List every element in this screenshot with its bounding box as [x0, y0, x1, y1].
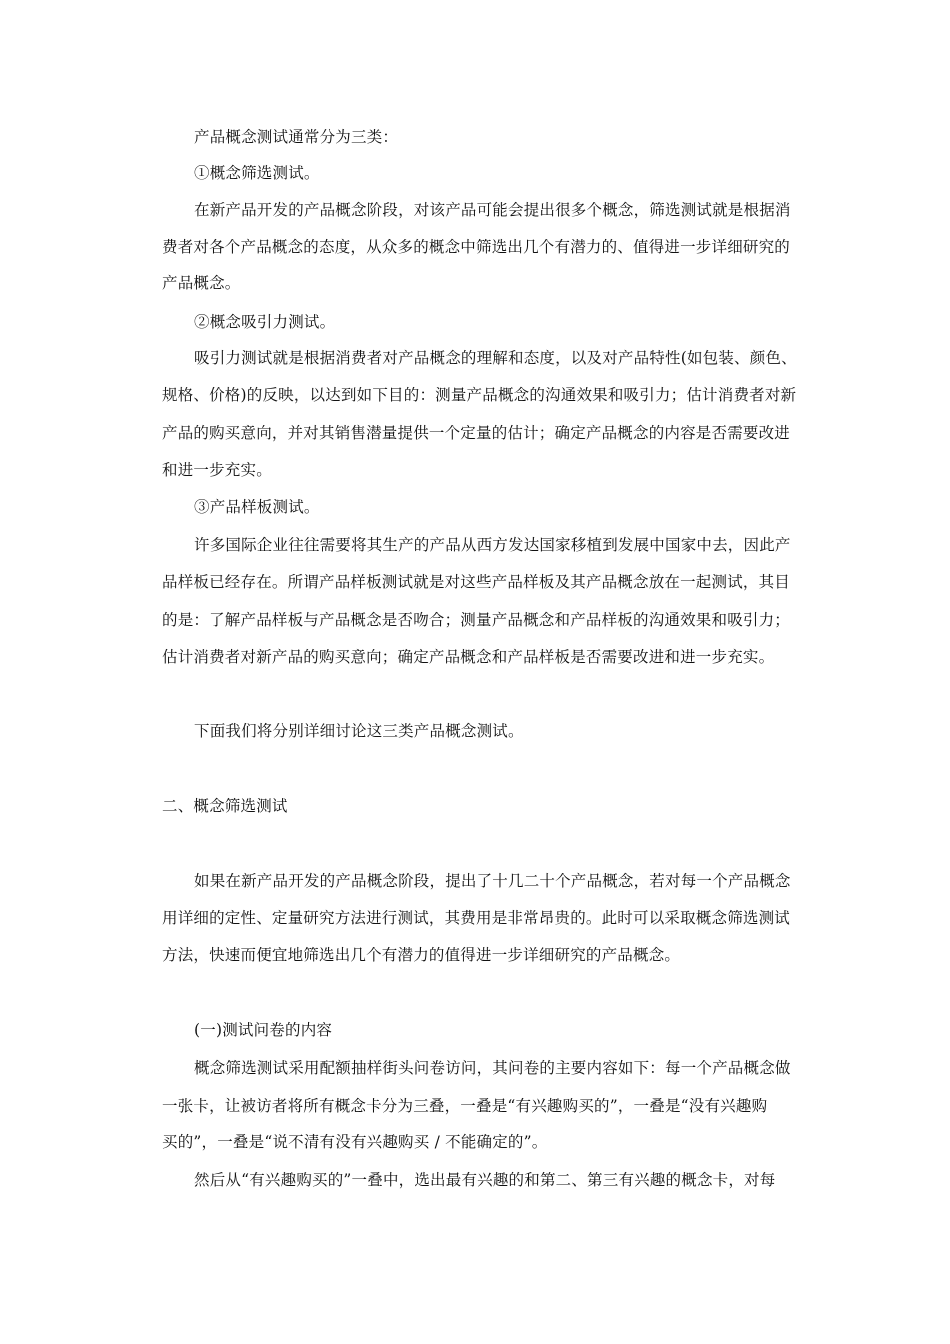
paragraph-line: 估计消费者对新产品的购买意向；确定产品概念和产品样板是否需要改进和进一步充实。	[162, 648, 775, 666]
paragraph-line: 在新产品开发的产品概念阶段，对该产品可能会提出很多个概念，筛选测试就是根据消	[194, 201, 791, 219]
paragraph-line: 下面我们将分别详细讨论这三类产品概念测试。	[194, 722, 524, 740]
paragraph-line: 概念筛选测试采用配额抽样街头问卷访问，其问卷的主要内容如下：每一个产品概念做	[194, 1059, 791, 1077]
paragraph-line: 的是：了解产品样板与产品概念是否吻合；测量产品概念和产品样板的沟通效果和吸引力；	[162, 611, 791, 629]
paragraph-line: 产品概念。	[162, 274, 241, 292]
paragraph-line: 然后从“有兴趣购买的”一叠中，选出最有兴趣的和第二、第三有兴趣的概念卡，对每	[194, 1171, 776, 1189]
paragraph-line: 产品的购买意向，并对其销售潜量提供一个定量的估计；确定产品概念的内容是否需要改进	[162, 424, 791, 442]
paragraph-line: 用详细的定性、定量研究方法进行测试，其费用是非常昂贵的。此时可以采取概念筛选测试	[162, 909, 791, 927]
paragraph-line: 许多国际企业往往需要将其生产的产品从西方发达国家移植到发展中国家中去，因此产	[194, 536, 791, 554]
paragraph-line: 如果在新产品开发的产品概念阶段，提出了十几二十个产品概念，若对每一个产品概念	[194, 872, 791, 890]
intro-line: 产品概念测试通常分为三类：	[194, 128, 399, 146]
paragraph-line: 买的”，一叠是“说不清有没有兴趣购买 / 不能确定的”。	[162, 1133, 548, 1151]
paragraph-line: 吸引力测试就是根据消费者对产品概念的理解和态度，以及对产品特性(如包装、颜色、	[194, 349, 797, 367]
section-title: 二、概念筛选测试	[162, 797, 288, 815]
paragraph-line: 方法，快速而便宜地筛选出几个有潜力的值得进一步详细研究的产品概念。	[162, 946, 681, 964]
section-heading-appeal: ②概念吸引力测试。	[194, 313, 336, 331]
paragraph-line: 一张卡，让被访者将所有概念卡分为三叠，一叠是“有兴趣购买的”，一叠是“没有兴趣购	[162, 1097, 768, 1115]
paragraph-line: 品样板已经存在。所谓产品样板测试就是对这些产品样板及其产品概念放在一起测试，其目	[162, 573, 791, 591]
subsection-title: (一)测试问卷的内容	[194, 1021, 333, 1039]
paragraph-line: 和进一步充实。	[162, 461, 272, 479]
paragraph-line: 费者对各个产品概念的态度，从众多的概念中筛选出几个有潜力的、值得进一步详细研究的	[162, 238, 791, 256]
paragraph-line: 规格、价格)的反映，以达到如下目的：测量产品概念的沟通效果和吸引力；估计消费者对新	[162, 386, 797, 404]
section-heading-sample: ③产品样板测试。	[194, 498, 320, 516]
section-heading-screening: ①概念筛选测试。	[194, 164, 320, 182]
